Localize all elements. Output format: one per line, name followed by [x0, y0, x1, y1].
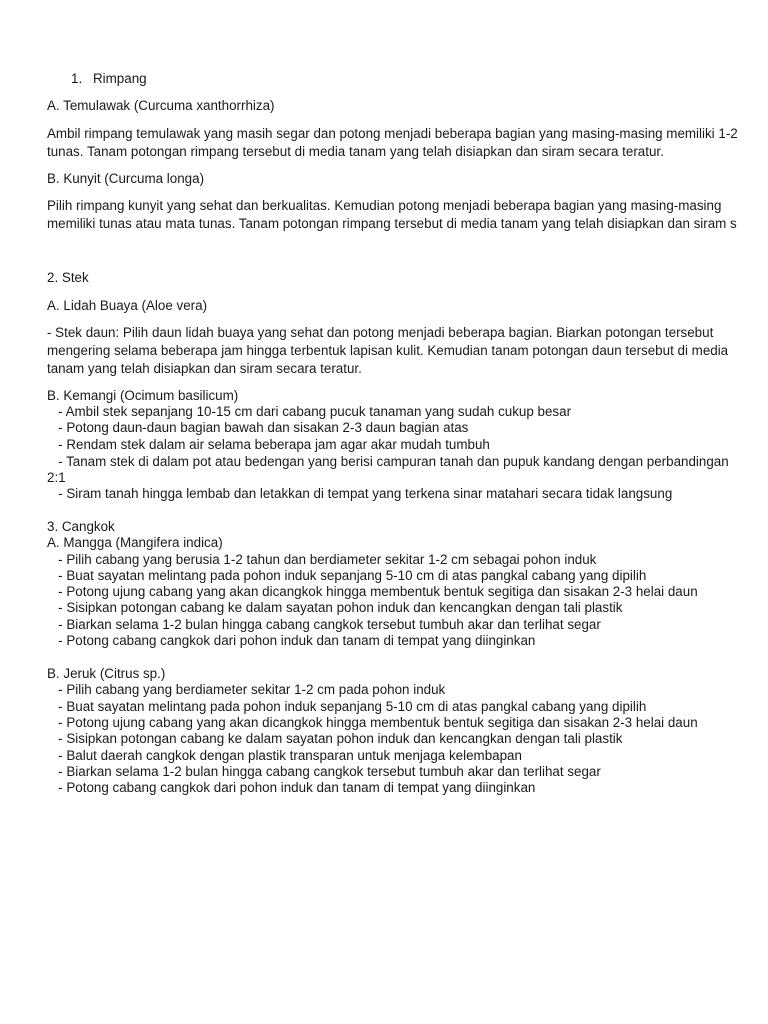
mangga-step: - Sisipkan potongan cabang ke dalam sayatan pohon induk dan kencangkan dengan tali plastik — [47, 600, 623, 615]
kemangi-step: - Rendam stek dalam air selama beberapa jam agar akar mudah tumbuh — [47, 437, 490, 452]
jeruk-step: - Buat sayatan melintang pada pohon induk sepanjang 5-10 cm di atas pangkal cabang yang dipilih — [47, 699, 647, 714]
jeruk-heading: B. Jeruk (Citrus sp.) — [47, 666, 166, 681]
kunyit-heading: B. Kunyit (Curcuma longa) — [47, 171, 205, 186]
jeruk-step: - Biarkan selama 1-2 bulan hingga cabang cangkok tersebut tumbuh akar dan terlihat segar — [47, 764, 601, 779]
temulawak-text-line: Ambil rimpang temulawak yang masih segar dan potong menjadi beberapa bagian yang masing-masing memiliki 1-2 — [47, 126, 738, 141]
kemangi-step: - Ambil stek sepanjang 10-15 cm dari cabang pucuk tanaman yang sudah cukup besar — [47, 404, 572, 419]
kemangi-step: - Potong daun-daun bagian bawah dan sisakan 2-3 daun bagian atas — [47, 420, 469, 435]
jeruk-step: - Potong ujung cabang yang akan dicangkok hingga membentuk bentuk segitiga dan sisakan 2-3 helai daun — [47, 715, 698, 730]
kemangi-step-continuation: 2:1 — [47, 470, 66, 485]
jeruk-step: - Balut daerah cangkok dengan plastik transparan untuk menjaga kelembapan — [47, 748, 522, 763]
kemangi-step: - Siram tanah hingga lembab dan letakkan di tempat yang terkena sinar matahari secara tidak langsung — [47, 486, 673, 501]
jeruk-step: - Potong cabang cangkok dari pohon induk dan tanam di tempat yang diinginkan — [47, 780, 536, 795]
kemangi-heading: B. Kemangi (Ocimum basilicum) — [47, 388, 239, 403]
mangga-step: - Potong cabang cangkok dari pohon induk dan tanam di tempat yang diinginkan — [47, 633, 536, 648]
mangga-step: - Biarkan selama 1-2 bulan hingga cabang cangkok tersebut tumbuh akar dan terlihat segar — [47, 617, 601, 632]
section-3-title: 3. Cangkok — [47, 519, 115, 534]
kunyit-text-line: Pilih rimpang kunyit yang sehat dan berkualitas. Kemudian potong menjadi beberapa bagian yang masing-masing — [47, 198, 722, 213]
lidah-buaya-text-line: - Stek daun: Pilih daun lidah buaya yang sehat dan potong menjadi beberapa bagian. Biarkan potongan tersebut — [47, 325, 714, 340]
temulawak-heading: A. Temulawak (Curcuma xanthorrhiza) — [47, 98, 275, 113]
section-1-heading — [71, 71, 147, 87]
section-1-number: 1. — [71, 71, 83, 86]
mangga-step: - Potong ujung cabang yang akan dicangkok hingga membentuk bentuk segitiga dan sisakan 2-3 helai daun — [47, 584, 698, 599]
jeruk-step: - Sisipkan potongan cabang ke dalam sayatan pohon induk dan kencangkan dengan tali plastik — [47, 731, 623, 746]
mangga-step: - Buat sayatan melintang pada pohon induk sepanjang 5-10 cm di atas pangkal cabang yang dipilih — [47, 568, 647, 583]
kunyit-text-line: memiliki tunas atau mata tunas. Tanam potongan rimpang tersebut di media tanam yang telah disiapkan dan siram s — [47, 216, 737, 231]
lidah-buaya-text-line: mengering selama beberapa jam hingga terbentuk lapisan kulit. Kemudian tanam potongan daun tersebut di media — [47, 343, 729, 358]
section-1-title: Rimpang — [93, 71, 147, 86]
section-2-title: 2. Stek — [47, 270, 89, 285]
jeruk-step: - Pilih cabang yang berdiameter sekitar 1-2 cm pada pohon induk — [47, 682, 446, 697]
mangga-step: - Pilih cabang yang berusia 1-2 tahun dan berdiameter sekitar 1-2 cm sebagai pohon induk — [47, 552, 597, 567]
kemangi-step: - Tanam stek di dalam pot atau bedengan yang berisi campuran tanah dan pupuk kandang dengan perbandingan — [47, 454, 729, 469]
lidah-buaya-heading: A. Lidah Buaya (Aloe vera) — [47, 298, 208, 313]
mangga-heading: A. Mangga (Mangifera indica) — [47, 535, 223, 550]
temulawak-text-line: tunas. Tanam potongan rimpang tersebut di media tanam yang telah disiapkan dan siram secara teratur. — [47, 144, 664, 159]
lidah-buaya-text-line: tanam yang telah disiapkan dan siram secara teratur. — [47, 361, 362, 376]
